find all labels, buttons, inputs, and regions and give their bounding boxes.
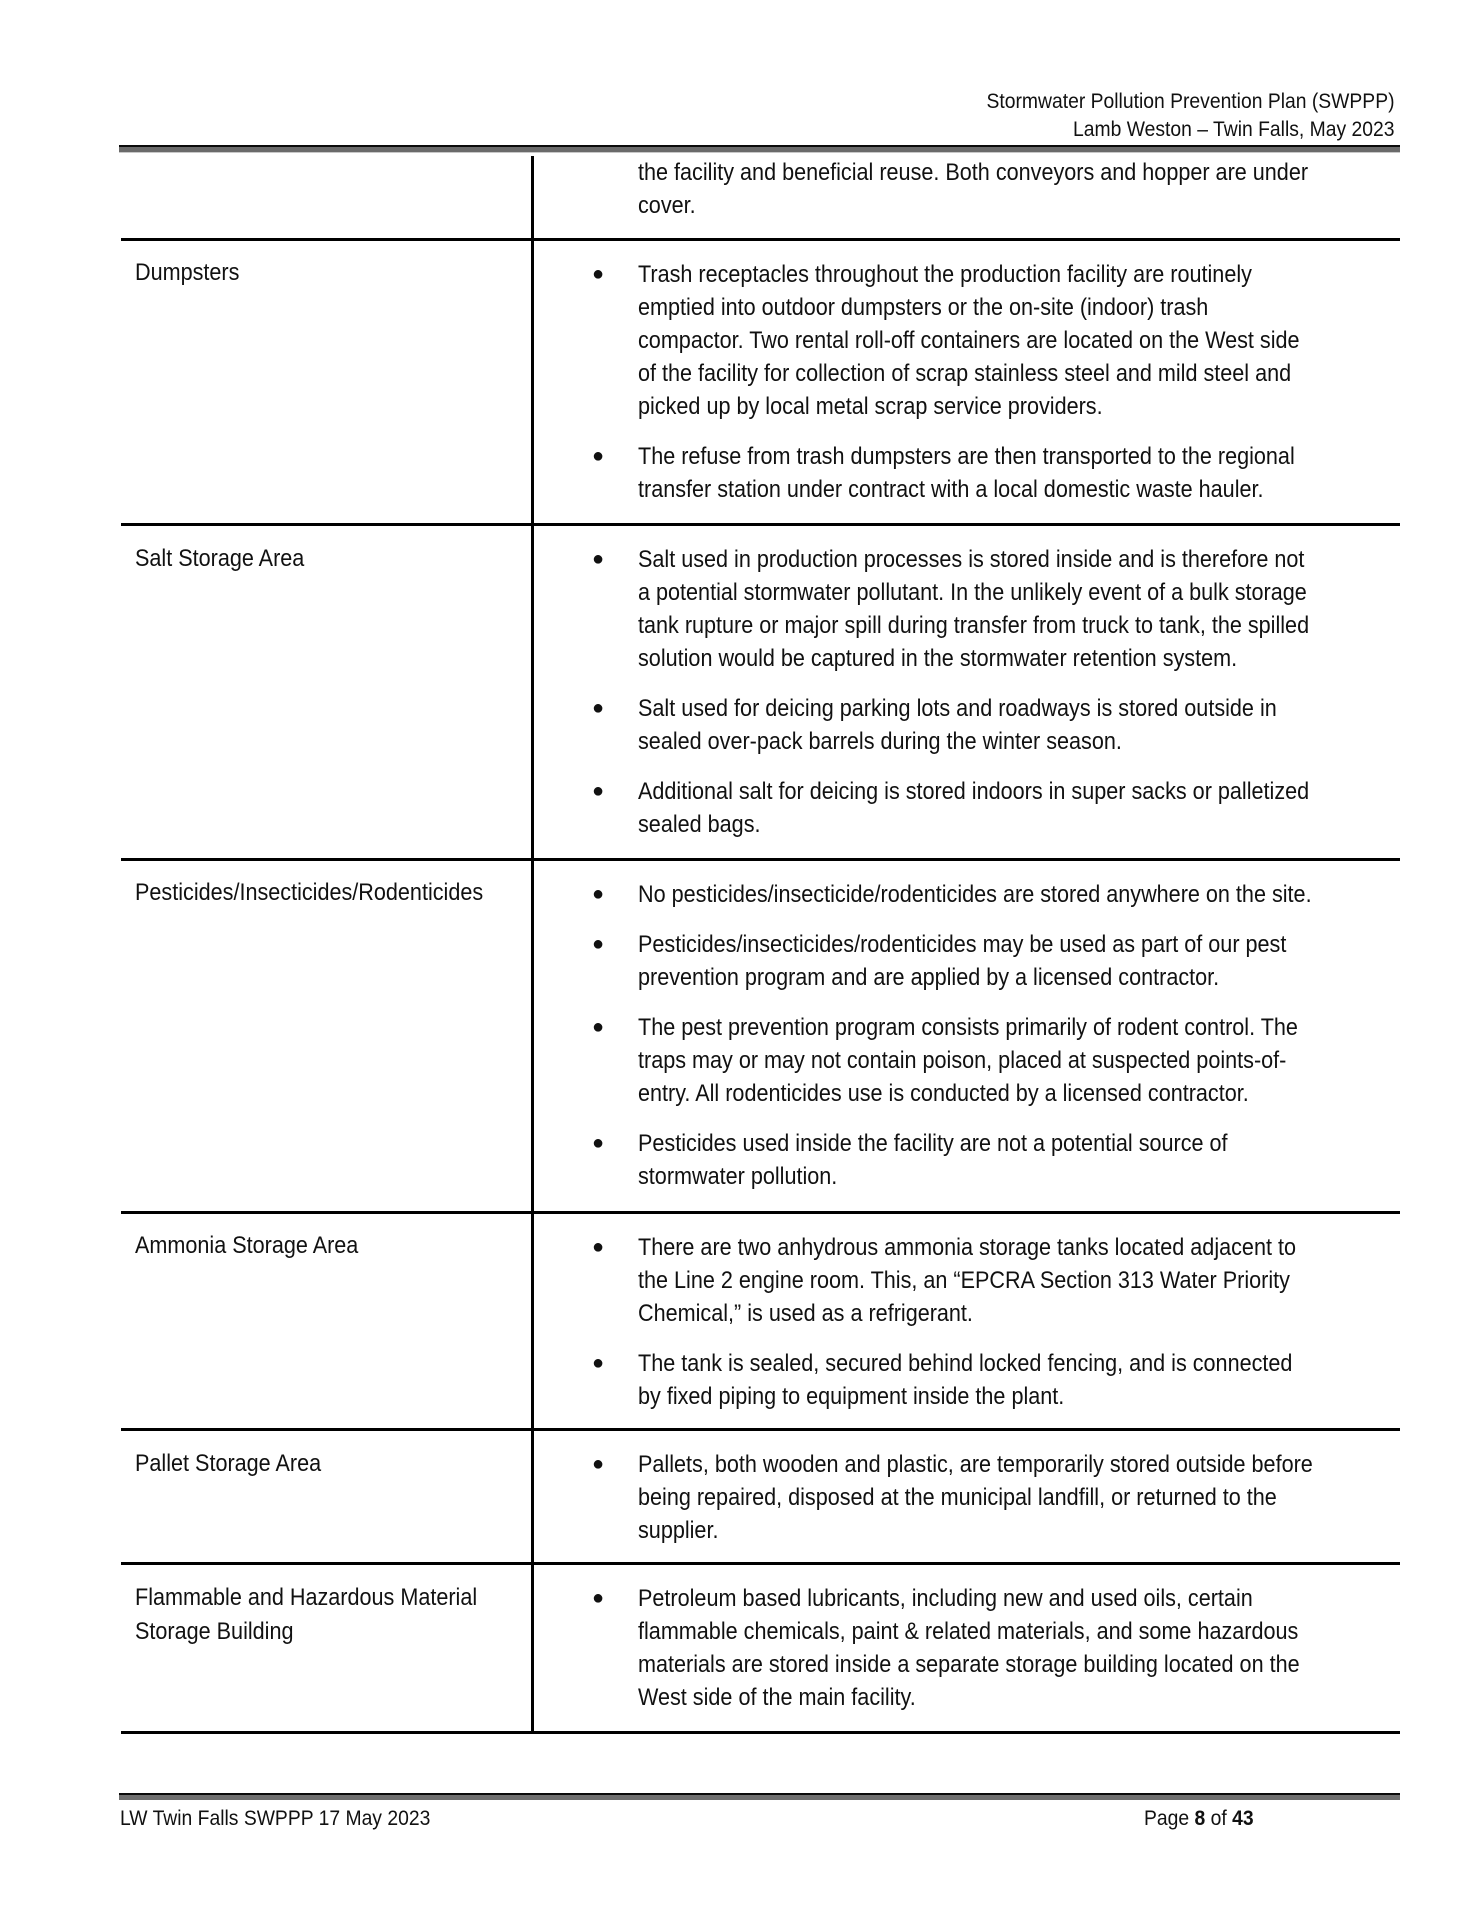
bullet-item: ● The refuse from trash dumpsters are then transported to the regional transfer station under contract with a local domestic waste hauler. [580,440,1400,506]
row-border [121,1428,1400,1431]
bullet-icon: ● [592,1453,605,1475]
bullet-item: ● Pesticides used inside the facility are not a potential source of stormwater pollution. [580,1127,1400,1193]
bullet-item: ● Pesticides/insecticides/rodenticides may be used as part of our pest prevention program and are applied by a licensed contractor. [580,928,1400,994]
footer-rule [119,1793,1400,1801]
bullet-item: ● Additional salt for deicing is stored indoors in super sacks or palletized sealed bags. [580,775,1400,841]
column-divider [531,156,534,1734]
row-border [121,238,1400,241]
row-content-pallet-storage [580,1448,1400,1547]
bullet-icon: ● [592,1236,605,1258]
bullet-item: ● There are two anhydrous ammonia storage tanks located adjacent to the Line 2 engine room. This, an “EPCRA Section 313 Water Priority Chemical,” is used as a refrigerant. [580,1231,1400,1330]
bullet-item: ● The tank is sealed, secured behind locked fencing, and is connected by fixed piping to equipment inside the plant. [580,1347,1400,1413]
bullet-icon: ● [592,263,605,285]
bullet-item: ● Pallets, both wooden and plastic, are temporarily stored outside before being repaired, disposed at the municipal landfill, or returned to the supplier. [580,1448,1400,1547]
row-label-pesticides: Pesticides/Insecticides/Rodenticides [135,879,484,906]
bullet-icon: ● [592,1352,605,1374]
row-content-salt-storage [580,543,1400,841]
row-border [121,1562,1400,1565]
row-border [121,523,1400,526]
bullet-icon: ● [592,780,605,802]
bullet-icon: ● [592,1016,605,1038]
page-total: 43 [1232,1807,1254,1830]
footer-document-id: LW Twin Falls SWPPP 17 May 2023 [120,1807,431,1830]
row-label-dumpsters: Dumpsters [135,259,240,286]
row-label-pallet-storage: Pallet Storage Area [135,1450,322,1477]
header-title: Stormwater Pollution Prevention Plan (SWPPP) [986,90,1395,113]
row-label-salt-storage: Salt Storage Area [135,545,305,572]
bullet-item: ● Trash receptacles throughout the production facility are routinely emptied into outdoor dumpsters or the on-site (indoor) trash compactor. Two rental roll-off containers are located on the West side of the facility for collection of scrap stainless steel and mild steel and picked up by local metal scrap service providers. [580,258,1400,423]
table-bottom-border [121,1731,1400,1734]
bullet-icon: ● [592,445,605,467]
bullet-icon: ● [592,1587,605,1609]
row-content-flammable-hazardous-storage [580,1582,1400,1714]
header-subtitle: Lamb Weston – Twin Falls, May 2023 [1073,118,1395,141]
bullet-item: ● No pesticides/insecticide/rodenticides are stored anywhere on the site. [580,878,1400,911]
row-content-pesticides [580,878,1400,1193]
continuation-text: the facility and beneficial reuse. Both conveyors and hopper are under cover. [638,159,1309,219]
page-indicator [1144,1805,1254,1833]
bullet-item: ● Petroleum based lubricants, including new and used oils, certain flammable chemicals, paint & related materials, and some hazardous materials are stored inside a separate storage building located on the West side of the main facility. [580,1582,1400,1714]
bullet-item: ● Salt used in production processes is stored inside and is therefore not a potential stormwater pollutant. In the unlikely event of a bulk storage tank rupture or major spill during transfer from truck to tank, the spilled solution would be captured in the stormwater retention system. [580,543,1400,675]
bullet-icon: ● [592,933,605,955]
bullet-icon: ● [592,883,605,905]
row-content-ammonia-storage [580,1231,1400,1413]
row-content-dumpsters [580,258,1400,506]
bullet-icon: ● [592,1132,605,1154]
page-number: 8 [1194,1807,1206,1830]
page-prefix: Page [1144,1807,1190,1830]
row-border [121,858,1400,861]
page-of: of [1210,1807,1227,1830]
bullet-item: ● Salt used for deicing parking lots and roadways is stored outside in sealed over-pack barrels during the winter season. [580,692,1400,758]
bullet-icon: ● [592,697,605,719]
row-label-ammonia-storage: Ammonia Storage Area [135,1232,359,1259]
bullet-item: ● The pest prevention program consists primarily of rodent control. The traps may or may not contain poison, placed at suspected points-of- entry. All rodenticides use is conducted by a licensed contractor. [580,1011,1400,1110]
row-border [121,1211,1400,1214]
bullet-icon: ● [592,548,605,570]
row-label-flammable-hazardous-storage: Flammable and Hazardous Material Storage Building [135,1584,478,1645]
